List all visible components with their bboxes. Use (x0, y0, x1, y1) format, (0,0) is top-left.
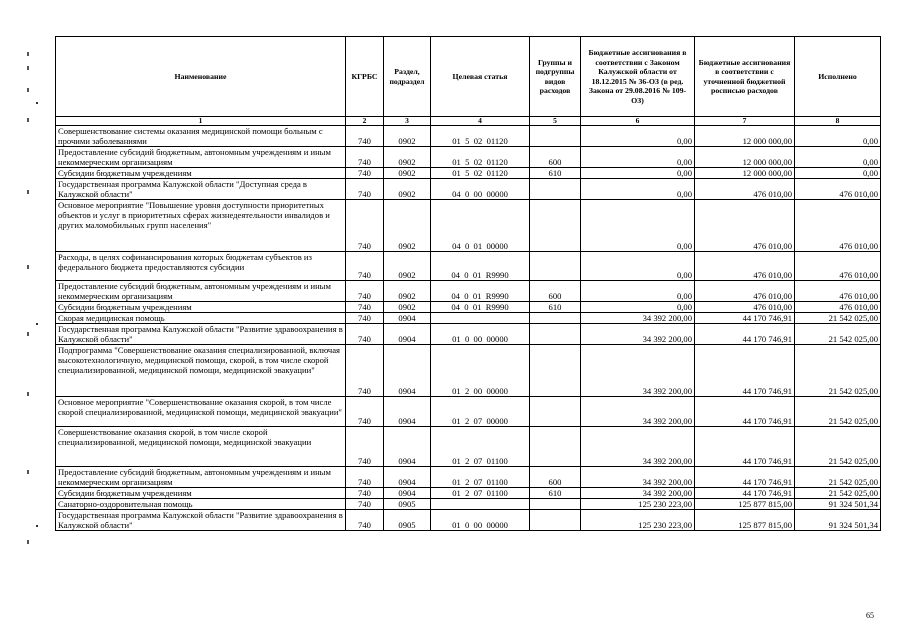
target-cell: 04 0 01 R9990 (431, 281, 530, 302)
budget-painting-cell: 44 170 746,91 (695, 397, 795, 427)
table-row (56, 467, 881, 488)
group-cell (530, 200, 581, 252)
budget-law-cell: 34 392 200,00 (581, 427, 695, 467)
razdel-cell: 0904 (384, 427, 431, 467)
budget-law-cell: 34 392 200,00 (581, 313, 695, 324)
budget-law-cell: 34 392 200,00 (581, 488, 695, 499)
target-cell: 04 0 01 00000 (431, 200, 530, 252)
group-cell: 610 (530, 488, 581, 499)
header-row (56, 37, 881, 117)
budget-painting-cell: 12 000 000,00 (695, 168, 795, 179)
col-header-target: Целевая статья (431, 37, 530, 117)
row-name: Предоставление субсидий бюджетным, автономным учреждениям и иным некоммерческим организациям (56, 281, 346, 302)
target-cell: 01 2 07 01100 (431, 427, 530, 467)
scan-mark (27, 190, 29, 194)
table-row (56, 499, 881, 510)
budget-law-cell: 125 230 223,00 (581, 510, 695, 531)
budget-law-cell: 0,00 (581, 168, 695, 179)
executed-cell: 21 542 025,00 (795, 313, 881, 324)
row-name: Предоставление субсидий бюджетным, автономным учреждениям и иным некоммерческим организациям (56, 467, 346, 488)
budget-painting-cell: 12 000 000,00 (695, 126, 795, 147)
group-cell (530, 510, 581, 531)
target-cell: 01 2 00 00000 (431, 345, 530, 397)
group-cell (530, 324, 581, 345)
executed-cell: 476 010,00 (795, 200, 881, 252)
razdel-cell: 0902 (384, 281, 431, 302)
table-row (56, 252, 881, 281)
row-name: Основное мероприятие "Совершенствование оказания скорой, в том числе скорой специализированной, медицинской помощи, медицинской эвакуации" (56, 397, 346, 427)
table-row (56, 281, 881, 302)
executed-cell: 21 542 025,00 (795, 397, 881, 427)
target-cell: 01 5 02 01120 (431, 126, 530, 147)
budget-painting-cell: 44 170 746,91 (695, 488, 795, 499)
target-cell: 01 2 07 01100 (431, 488, 530, 499)
row-name: Предоставление субсидий бюджетным, автономным учреждениям и иным некоммерческим организациям (56, 147, 346, 168)
kgrbs-cell: 740 (346, 467, 384, 488)
target-cell: 04 0 01 R9990 (431, 252, 530, 281)
column-number: 2 (346, 117, 384, 126)
kgrbs-cell: 740 (346, 499, 384, 510)
col-header-name: Наименование (56, 37, 346, 117)
razdel-cell: 0904 (384, 345, 431, 397)
row-name: Субсидии бюджетным учреждениям (56, 488, 346, 499)
table-row (56, 147, 881, 168)
razdel-cell: 0904 (384, 467, 431, 488)
budget-law-cell: 0,00 (581, 302, 695, 313)
budget-painting-cell: 476 010,00 (695, 200, 795, 252)
table-row (56, 200, 881, 252)
budget-painting-cell: 125 877 815,00 (695, 499, 795, 510)
row-name: Расходы, в целях софинансирования которых бюджетам субъектов из федерального бюджета предоставляются субсидии (56, 252, 346, 281)
budget-law-cell: 34 392 200,00 (581, 345, 695, 397)
target-cell: 01 5 02 01120 (431, 168, 530, 179)
razdel-cell: 0902 (384, 252, 431, 281)
group-cell (530, 313, 581, 324)
group-cell (530, 345, 581, 397)
budget-law-cell: 34 392 200,00 (581, 467, 695, 488)
table-row (56, 488, 881, 499)
column-number-row (56, 117, 881, 126)
group-cell (530, 252, 581, 281)
budget-law-cell: 0,00 (581, 179, 695, 200)
group-cell (530, 397, 581, 427)
scan-mark (27, 265, 29, 269)
kgrbs-cell: 740 (346, 281, 384, 302)
executed-cell: 21 542 025,00 (795, 427, 881, 467)
executed-cell: 91 324 501,34 (795, 499, 881, 510)
target-cell: 04 0 01 R9990 (431, 302, 530, 313)
kgrbs-cell: 740 (346, 302, 384, 313)
table-row (56, 345, 881, 397)
razdel-cell: 0904 (384, 488, 431, 499)
group-cell: 610 (530, 168, 581, 179)
scan-mark (27, 88, 29, 92)
col-header-executed: Исполнено (795, 37, 881, 117)
budget-painting-cell: 44 170 746,91 (695, 324, 795, 345)
budget-painting-cell: 44 170 746,91 (695, 467, 795, 488)
punch-hole-mark (36, 102, 38, 104)
scan-mark (27, 332, 29, 336)
kgrbs-cell: 740 (346, 510, 384, 531)
row-name: Совершенствование оказания скорой, в том числе скорой специализированной, медицинской помощи, медицинской эвакуации (56, 427, 346, 467)
kgrbs-cell: 740 (346, 252, 384, 281)
razdel-cell: 0904 (384, 313, 431, 324)
razdel-cell: 0905 (384, 499, 431, 510)
budget-law-cell: 0,00 (581, 252, 695, 281)
razdel-cell: 0904 (384, 324, 431, 345)
razdel-cell: 0904 (384, 397, 431, 427)
target-cell: 01 2 07 01100 (431, 467, 530, 488)
col-header-groups: Группы и подгруппы видов расходов (530, 37, 581, 117)
razdel-cell: 0902 (384, 179, 431, 200)
executed-cell: 0,00 (795, 147, 881, 168)
executed-cell: 21 542 025,00 (795, 467, 881, 488)
budget-painting-cell: 476 010,00 (695, 252, 795, 281)
executed-cell: 476 010,00 (795, 302, 881, 313)
budget-law-cell: 0,00 (581, 126, 695, 147)
table-row (56, 397, 881, 427)
budget-law-cell: 0,00 (581, 281, 695, 302)
table-row (56, 168, 881, 179)
row-name: Основное мероприятие "Повышение уровня доступности приоритетных объектов и услуг в приоритетных сферах жизнедеятельности инвалидов и других маломобильных групп населения" (56, 200, 346, 252)
razdel-cell: 0902 (384, 168, 431, 179)
column-number: 1 (56, 117, 346, 126)
target-cell: 01 0 00 00000 (431, 324, 530, 345)
table-row (56, 126, 881, 147)
group-cell (530, 499, 581, 510)
target-cell (431, 313, 530, 324)
executed-cell: 476 010,00 (795, 179, 881, 200)
kgrbs-cell: 740 (346, 488, 384, 499)
row-name: Подпрограмма "Совершенствование оказания специализированной, включая высокотехнологичную, медицинской помощи, скорой, в том числе скорой специализированной, медицинской помощи, медицинской эвакуации" (56, 345, 346, 397)
executed-cell: 476 010,00 (795, 281, 881, 302)
row-name: Скорая медицинская помощь (56, 313, 346, 324)
budget-painting-cell: 125 877 815,00 (695, 510, 795, 531)
budget-table (55, 36, 881, 531)
col-header-budget-painting: Бюджетные ассигнования в соответствии с уточненной бюджетной росписью расходов (695, 37, 795, 117)
table-row (56, 302, 881, 313)
group-cell: 600 (530, 281, 581, 302)
kgrbs-cell: 740 (346, 324, 384, 345)
budget-law-cell: 34 392 200,00 (581, 324, 695, 345)
kgrbs-cell: 740 (346, 179, 384, 200)
table-row (56, 179, 881, 200)
budget-painting-cell: 476 010,00 (695, 302, 795, 313)
row-name: Субсидии бюджетным учреждениям (56, 302, 346, 313)
row-name: Государственная программа Калужской области "Развитие здравоохранения в Калужской области" (56, 510, 346, 531)
group-cell: 600 (530, 467, 581, 488)
kgrbs-cell: 740 (346, 200, 384, 252)
budget-law-cell: 125 230 223,00 (581, 499, 695, 510)
column-number: 3 (384, 117, 431, 126)
budget-painting-cell: 12 000 000,00 (695, 147, 795, 168)
executed-cell: 21 542 025,00 (795, 345, 881, 397)
row-name: Совершенствование системы оказания медицинской помощи больным с прочими заболеваниями (56, 126, 346, 147)
col-header-razdel: Раздел, подраздел (384, 37, 431, 117)
executed-cell: 0,00 (795, 126, 881, 147)
razdel-cell: 0902 (384, 126, 431, 147)
punch-hole-mark (36, 525, 38, 527)
target-cell: 01 0 00 00000 (431, 510, 530, 531)
group-cell: 600 (530, 147, 581, 168)
executed-cell: 21 542 025,00 (795, 324, 881, 345)
scan-mark (27, 52, 29, 56)
razdel-cell: 0905 (384, 510, 431, 531)
target-cell: 01 2 07 00000 (431, 397, 530, 427)
kgrbs-cell: 740 (346, 313, 384, 324)
razdel-cell: 0902 (384, 302, 431, 313)
column-number: 5 (530, 117, 581, 126)
column-number: 8 (795, 117, 881, 126)
row-name: Государственная программа Калужской области "Развитие здравоохранения в Калужской области" (56, 324, 346, 345)
scan-mark (27, 470, 29, 474)
row-name: Государственная программа Калужской области "Доступная среда в Калужской области" (56, 179, 346, 200)
kgrbs-cell: 740 (346, 147, 384, 168)
kgrbs-cell: 740 (346, 427, 384, 467)
budget-law-cell: 0,00 (581, 147, 695, 168)
col-header-kgrbs: КГРБС (346, 37, 384, 117)
target-cell (431, 499, 530, 510)
budget-painting-cell: 44 170 746,91 (695, 345, 795, 397)
budget-painting-cell: 476 010,00 (695, 281, 795, 302)
budget-painting-cell: 476 010,00 (695, 179, 795, 200)
executed-cell: 91 324 501,34 (795, 510, 881, 531)
budget-law-cell: 0,00 (581, 200, 695, 252)
table-row (56, 510, 881, 531)
row-name: Субсидии бюджетным учреждениям (56, 168, 346, 179)
budget-law-cell: 34 392 200,00 (581, 397, 695, 427)
kgrbs-cell: 740 (346, 397, 384, 427)
table-row (56, 427, 881, 467)
table-row (56, 324, 881, 345)
column-number: 6 (581, 117, 695, 126)
punch-hole-mark (36, 323, 38, 325)
scan-mark (27, 66, 29, 70)
scan-mark (27, 540, 29, 544)
razdel-cell: 0902 (384, 147, 431, 168)
table-row (56, 313, 881, 324)
row-name: Санаторно-оздоровительная помощь (56, 499, 346, 510)
group-cell (530, 179, 581, 200)
kgrbs-cell: 740 (346, 345, 384, 397)
budget-painting-cell: 44 170 746,91 (695, 427, 795, 467)
scan-mark (27, 118, 29, 122)
col-header-budget-law: Бюджетные ассигнования в соответствии с Законом Калужской области от 18.12.2015 № 36-ОЗ (в ред. Закона от 29.08.2016 № 109-ОЗ) (581, 37, 695, 117)
column-number: 4 (431, 117, 530, 126)
scan-mark (27, 392, 29, 396)
executed-cell: 21 542 025,00 (795, 488, 881, 499)
group-cell (530, 126, 581, 147)
group-cell: 610 (530, 302, 581, 313)
page-number: 65 (866, 611, 874, 620)
target-cell: 04 0 00 00000 (431, 179, 530, 200)
group-cell (530, 427, 581, 467)
razdel-cell: 0902 (384, 200, 431, 252)
column-number: 7 (695, 117, 795, 126)
executed-cell: 0,00 (795, 168, 881, 179)
target-cell: 01 5 02 01120 (431, 147, 530, 168)
kgrbs-cell: 740 (346, 126, 384, 147)
kgrbs-cell: 740 (346, 168, 384, 179)
executed-cell: 476 010,00 (795, 252, 881, 281)
budget-painting-cell: 44 170 746,91 (695, 313, 795, 324)
